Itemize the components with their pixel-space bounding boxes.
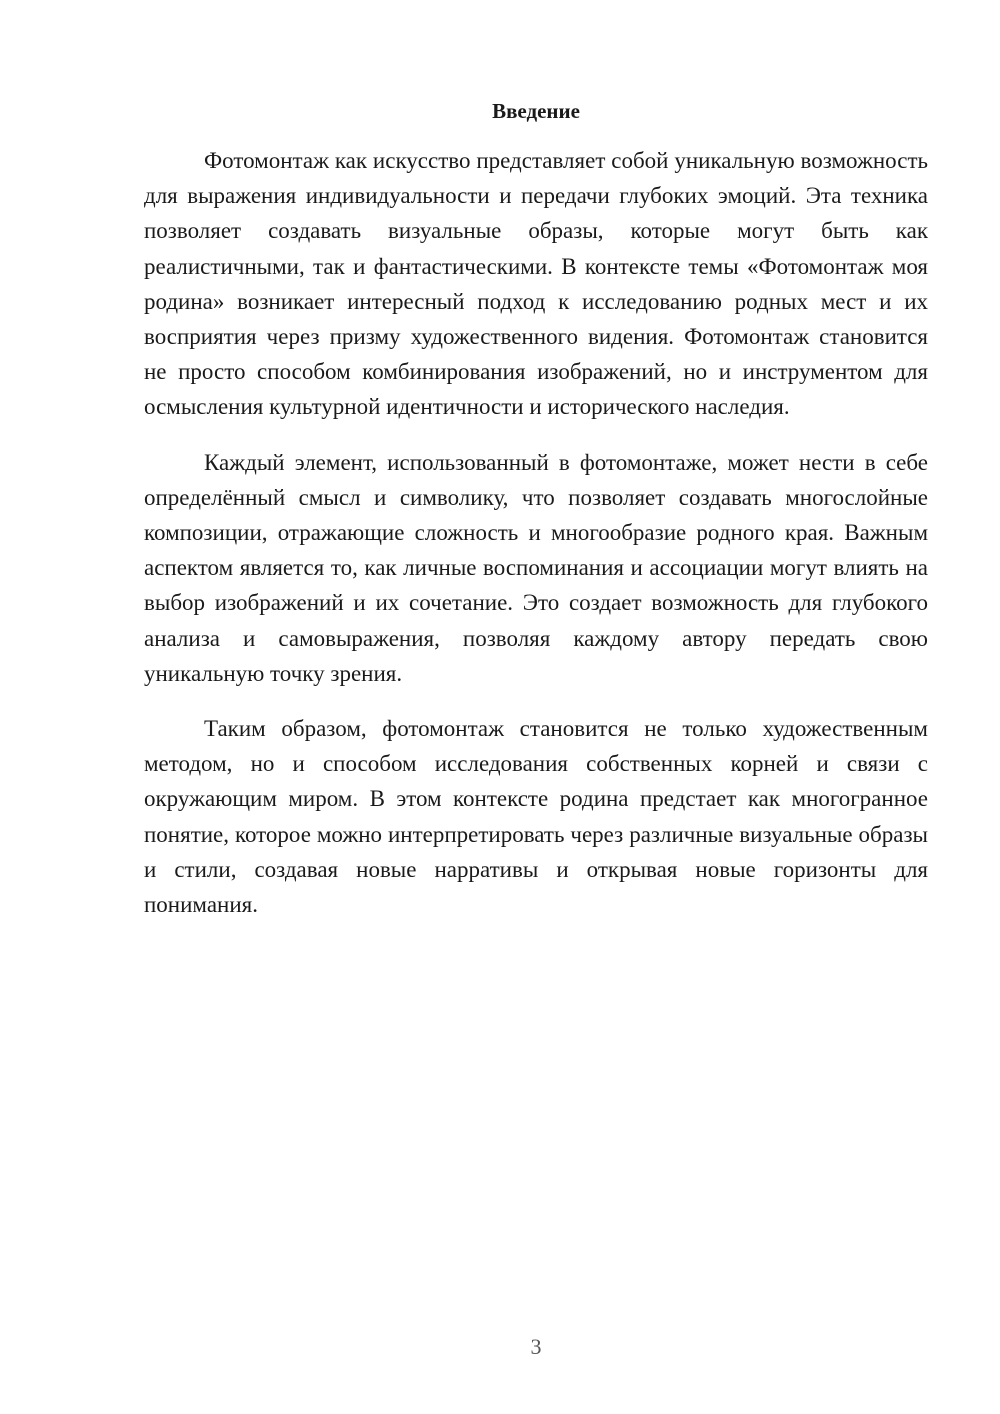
paragraph-2: Каждый элемент, использованный в фотомонтаже, может нести в себе определённый смысл и символику, что позволяет создавать многослойные композиции, отражающие сложность и многообразие родного края. Важным аспектом является то, как личные воспоминания и ассоциации могут влиять на выбор изображений и их сочетание. Это создает возможность для глубокого анализа и самовыражения, позволяя каждому автору передать свою уникальную точку зрения. <box>144 449 928 686</box>
paragraph-1: Фотомонтаж как искусство представляет собой уникальную возможность для выражения индивидуальности и передачи глубоких эмоций. Эта техника позволяет создавать визуальные образы, которые могут быть как реалистичными, так и фантастическими. В контексте темы «Фотомонтаж моя родина» возникает интересный подход к исследованию родных мест и их восприятия через призму художественного видения. Фотомонтаж становится не просто способом комбинирования изображений, но и инструментом для осмысления культурной идентичности и исторического наследия. <box>144 148 928 420</box>
section-heading: Введение <box>492 99 580 123</box>
body-text <box>144 143 928 942</box>
page-number: 3 <box>530 1334 542 1359</box>
paragraph-3: Таким образом, фотомонтаж становится не только художественным методом, но и способом исследования собственных корней и связи с окружающим миром. В этом контексте родина предстает как многогранное понятие, которое можно интерпретировать через различные визуальные образы и стили, создавая новые нарративы и открывая новые горизонты для понимания. <box>144 716 928 918</box>
